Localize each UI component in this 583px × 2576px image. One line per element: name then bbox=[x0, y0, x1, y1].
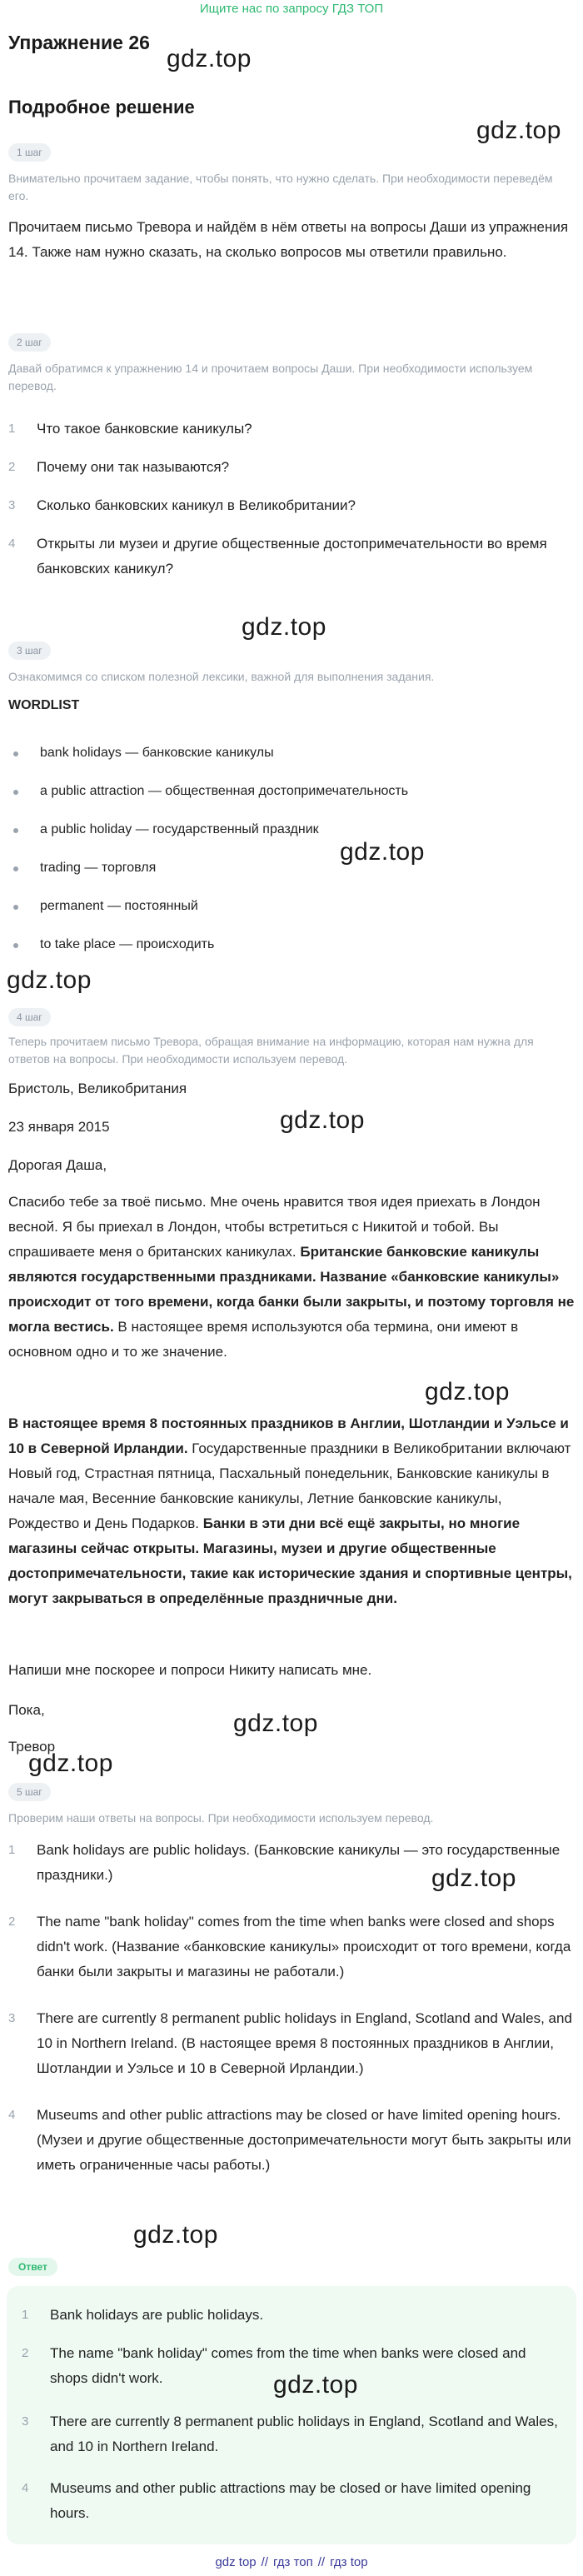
item-number: 2 bbox=[22, 2346, 29, 2360]
step-4-hint: Теперь прочитаем письмо Тревора, обращая внимание на информацию, которая нам нужна для ответов на вопросы. При необходимости используем перевод. bbox=[8, 1035, 534, 1066]
step-badge-5: 5 шаг bbox=[8, 1783, 51, 1801]
item-number: 1 bbox=[8, 422, 16, 436]
watermark: gdz.top bbox=[273, 2371, 358, 2399]
footer bbox=[0, 2553, 583, 2576]
item-text: Bank holidays are public holidays. (Банковские каникулы — это государственные праздники.) bbox=[37, 1842, 561, 1883]
wordlist-text: to take place — происходить bbox=[40, 937, 215, 951]
watermark: gdz.top bbox=[242, 613, 326, 641]
item-text: Museums and other public attractions may be closed or have limited opening hours. (Музеи и другие общественные достопримечательности могут быть закрыты или иметь ограниченные часы работы.) bbox=[37, 2107, 571, 2173]
bullet-icon bbox=[13, 943, 18, 948]
answer-badge: Ответ bbox=[8, 2258, 57, 2276]
letter-paragraph-1: Спасибо тебе за твоё письмо. Мне очень нравится твоя идея приехать в Лондон весной. Я бы приехал в Лондон, чтобы встретиться с Никитой и тобой. Вы спрашиваете меня о британских каникулах. Британские банковские каникулы являются государственными праздниками. Название «банковские каникулы» происходит от того времени, когда банки были закрыты, и поэтому торговля не могла вестись. В настоящее время используются оба термина, они имеют в основном одно и то же значение. bbox=[8, 1194, 575, 1360]
step-2-hint: Давай обратимся к упражнению 14 и прочитаем вопросы Даши. При необходимости используем перевод. bbox=[8, 362, 533, 392]
letter-place: Бристоль, Великобритания bbox=[8, 1081, 187, 1096]
letter-closing: Пока, bbox=[8, 1702, 45, 1718]
section-title: Подробное решение bbox=[8, 97, 195, 117]
item-text: Что такое банковские каникулы? bbox=[37, 421, 252, 437]
item-number: 3 bbox=[8, 2011, 16, 2025]
watermark: gdz.top bbox=[167, 45, 252, 72]
item-text: Bank holidays are public holidays. bbox=[50, 2307, 264, 2323]
item-number: 1 bbox=[22, 2308, 29, 2322]
item-number: 3 bbox=[22, 2414, 29, 2429]
bullet-icon bbox=[13, 790, 18, 795]
watermark: gdz.top bbox=[340, 838, 425, 866]
letter-greeting: Дорогая Даша, bbox=[8, 1157, 107, 1173]
footer-link[interactable]: гдз top bbox=[330, 2555, 368, 2569]
step-badge-4: 4 шаг bbox=[8, 1008, 51, 1026]
watermark: gdz.top bbox=[425, 1378, 510, 1405]
item-number: 2 bbox=[8, 1915, 16, 1929]
wordlist-text: permanent — постоянный bbox=[40, 899, 198, 913]
bullet-icon bbox=[13, 866, 18, 871]
answer-check-item bbox=[8, 1910, 575, 1984]
item-number: 3 bbox=[8, 498, 16, 512]
wordlist-text: a public holiday — государственный праздник bbox=[40, 822, 319, 836]
item-text: There are currently 8 permanent public holidays in England, Scotland and Wales, and 10 in Northern Ireland. bbox=[50, 2414, 558, 2454]
item-text: The name "bank holiday" comes from the time when banks were closed and shops didn't work. bbox=[50, 2345, 526, 2386]
top-banner-link[interactable]: Ищите нас по запросу ГДЗ ТОП bbox=[199, 2, 384, 16]
wordlist-text: bank holidays — банковские каникулы bbox=[40, 746, 274, 760]
footer-separator: // bbox=[317, 2555, 326, 2569]
watermark: gdz.top bbox=[28, 1750, 113, 1777]
letter-signature: Тревор bbox=[8, 1739, 56, 1755]
item-number: 4 bbox=[22, 2481, 29, 2495]
item-number: 2 bbox=[8, 460, 16, 474]
watermark: gdz.top bbox=[476, 117, 561, 144]
letter-paragraph-3: Напиши мне поскорее и попроси Никиту написать мне. bbox=[8, 1662, 372, 1678]
answer-item bbox=[22, 2476, 565, 2526]
letter-paragraph-2: В настоящее время 8 постоянных праздников в Англии, Шотландии и Уэльсе и 10 в Северной Ирландии. Государственные праздники в Великобритании включают Новый год, Страстная пятница, Пасхальный понедельник, Банковские каникулы в начале мая, Весенние банковские каникулы, Летние банковские каникулы, Рождество и День Подарков. Банки в эти дни всё ещё закрыты, но многие магазины сейчас открыты. Магазины, музеи и другие общественные достопримечательности, такие как исторические здания и спортивные центры, могут закрываться в определённые праздничные дни. bbox=[8, 1415, 572, 1606]
step-badge-2: 2 шаг bbox=[8, 333, 51, 352]
watermark: gdz.top bbox=[233, 1710, 318, 1737]
item-text: Почему они так называются? bbox=[37, 459, 230, 475]
item-text: Сколько банковских каникул в Великобритании? bbox=[37, 497, 356, 513]
bullet-icon bbox=[13, 828, 18, 833]
step-3-hint: Ознакомимся со списком полезной лексики, важной для выполнения задания. bbox=[8, 670, 435, 683]
bullet-icon bbox=[13, 905, 18, 910]
answer-item bbox=[22, 2409, 565, 2459]
step-5-hint: Проверим наши ответы на вопросы. При необходимости используем перевод. bbox=[8, 1811, 434, 1825]
step-1-hint: Внимательно прочитаем задание, чтобы понять, что нужно сделать. При необходимости переведём его. bbox=[8, 172, 553, 202]
footer-link[interactable]: гдз топ bbox=[273, 2555, 313, 2569]
step-badge-1: 1 шаг bbox=[8, 143, 51, 162]
answer-check-item bbox=[8, 2006, 575, 2081]
watermark: gdz.top bbox=[280, 1106, 365, 1134]
answer-check-item bbox=[8, 2103, 575, 2178]
exercise-title: Упражнение 26 bbox=[8, 32, 150, 53]
watermark: gdz.top bbox=[133, 2221, 218, 2249]
item-text: Открыты ли музеи и другие общественные достопримечательности во время банковских каникул? bbox=[37, 536, 547, 577]
item-number: 4 bbox=[8, 2108, 16, 2122]
wordlist-heading: WORDLIST bbox=[8, 698, 80, 712]
watermark: gdz.top bbox=[7, 966, 92, 994]
step-1-text: Прочитаем письмо Тревора и найдём в нём ответы на вопросы Даши из упражнения 14. Также нам нужно сказать, на сколько вопросов мы ответили правильно. bbox=[8, 219, 569, 260]
step-badge-3: 3 шаг bbox=[8, 642, 51, 660]
item-number: 1 bbox=[8, 1843, 16, 1857]
wordlist-text: trading — торговля bbox=[40, 861, 157, 875]
bullet-icon bbox=[13, 751, 18, 756]
footer-link[interactable]: gdz top bbox=[215, 2555, 257, 2569]
item-number: 4 bbox=[8, 537, 16, 551]
wordlist-text: a public attraction — общественная достопримечательность bbox=[40, 784, 409, 798]
footer-separator: // bbox=[261, 2555, 268, 2569]
letter-date: 23 января 2015 bbox=[8, 1119, 110, 1135]
item-text: The name "bank holiday" comes from the time when banks were closed and shops didn't work. (Название «банковские каникулы» происходит от того времени, когда банки были закрыты и магазины не работали.) bbox=[37, 1914, 571, 1979]
item-text: Museums and other public attractions may be closed or have limited opening hours. bbox=[50, 2480, 531, 2521]
item-text: There are currently 8 permanent public holidays in England, Scotland and Wales, and 10 in Northern Ireland. (В настоящее время 8 постоянных праздников в Англии, Шотландии и Уэльсе и 10 в Северной Ирландии.) bbox=[37, 2010, 572, 2076]
answer-box bbox=[7, 2286, 576, 2544]
watermark: gdz.top bbox=[431, 1865, 516, 1892]
